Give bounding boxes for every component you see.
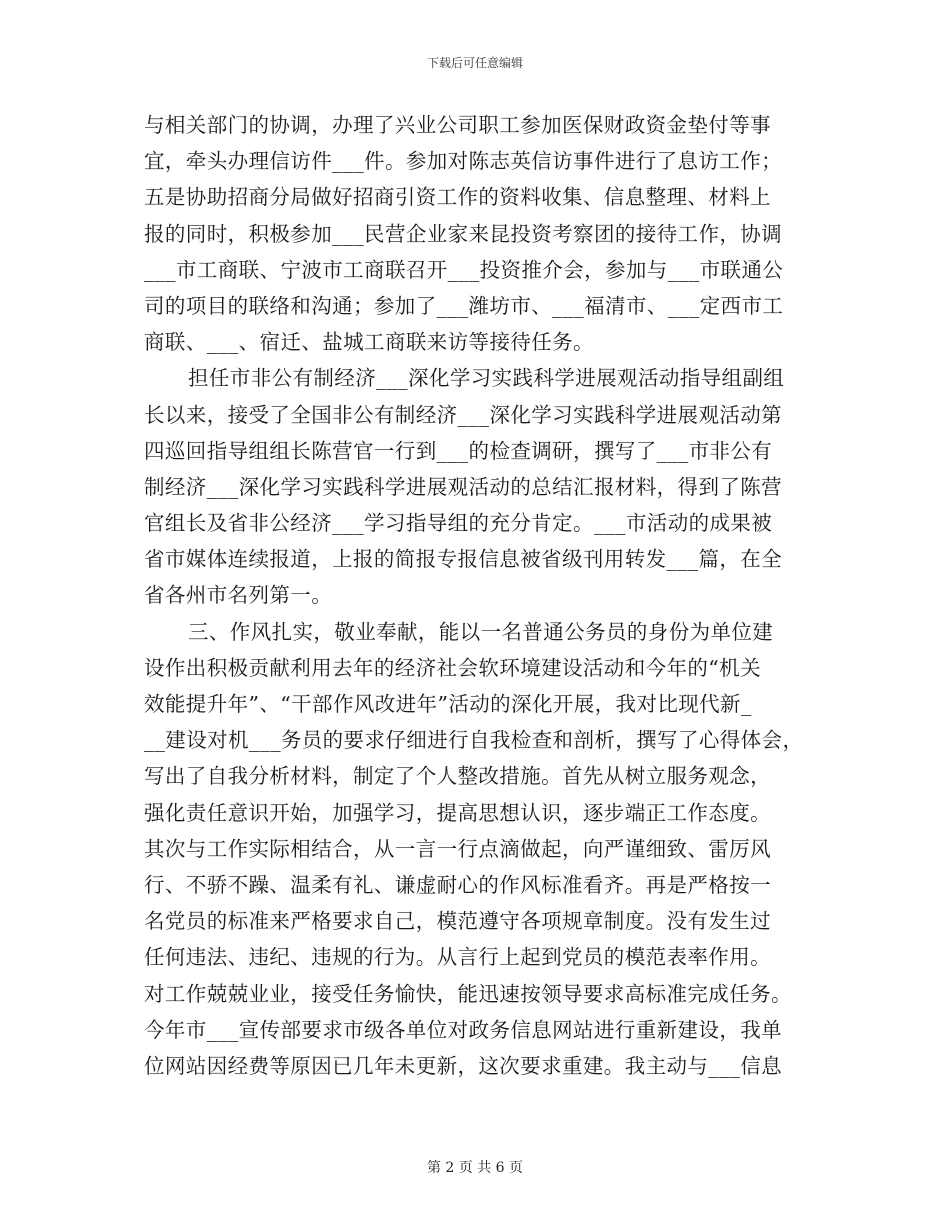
text-line: 商联、___、宿迁、盐城工商联来访等接待任务。	[144, 330, 594, 355]
text-line: 四巡回指导组组长陈营官一行到___的检查调研，撰写了___市非公有	[144, 438, 773, 463]
text-line: 行、不骄不躁、温柔有礼、谦虚耐心的作风标准看齐。再是严格按一	[144, 872, 771, 897]
text-line: 效能提升年”、“干部作风改进年”活动的深化开展，我对比现代新_	[144, 692, 752, 716]
text-line: 对工作兢兢业业，接受任务愉快，能迅速按领导要求高标准完成任务。	[144, 981, 792, 1006]
text-line: 省各州市名列第一。	[144, 583, 333, 608]
text-line: 任何违法、违纪、违规的行为。从言行上起到党员的模范表率作用。	[144, 945, 771, 970]
text-line: 其次与工作实际相结合，从一言一行点滴做起，向严谨细致、雷厉风	[144, 836, 771, 861]
text-line: 宜，牵头办理信访件___件。参加对陈志英信访事件进行了息访工作；	[144, 149, 783, 174]
text-line: 设作出积极贡献利用去年的经济社会软环境建设活动和今年的“机关	[144, 655, 761, 680]
text-line: __建设对机___务员的要求仔细进行自我检查和剖析，撰写了心得体会，	[144, 728, 804, 753]
text-line: 位网站因经费等原因已几年未更新，这次要求重建。我主动与___信息	[144, 1053, 783, 1078]
document-body	[144, 107, 824, 1084]
text-line: 今年市___宣传部要求市级各单位对政务信息网站进行重新建设，我单	[144, 1017, 783, 1042]
text-line: 强化责任意识开始，加强学习，提高思想认识，逐步端正工作态度。	[144, 800, 771, 825]
page-header-note: 下载后可任意编辑	[426, 56, 523, 70]
text-line: 五是协助招商分局做好招商引资工作的资料收集、信息整理、材料上	[144, 185, 771, 210]
text-line: ___市工商联、宁波市工商联召开___投资推介会，参加与___市联通公	[144, 257, 784, 282]
paragraph-first-line: 三、作风扎实，敬业奉献，能以一名普通公务员的身份为单位建	[188, 619, 774, 644]
text-line: 官组长及省非公经济___学习指导组的充分肯定。___市活动的成果被	[144, 511, 773, 536]
text-line: 写出了自我分析材料，制定了个人整改措施。首先从树立服务观念，	[144, 764, 771, 789]
text-line: 与相关部门的协调，办理了兴业公司职工参加医保财政资金垫付等事	[144, 113, 771, 137]
text-line: 长以来，接受了全国非公有制经济___深化学习实践科学进展观活动第	[144, 402, 783, 427]
paragraph-first-line: 担任市非公有制经济___深化学习实践科学进展观活动指导组副组	[188, 366, 785, 391]
text-line: 报的同时，积极参加___民营企业家来昆投资考察团的接待工作，协调	[144, 221, 783, 246]
text-line: 省市媒体连续报道，上报的简报专报信息被省级刊用转发___篇，在全	[144, 547, 783, 572]
text-line: 司的项目的联络和沟通；参加了___潍坊市、___福清市、___定西市工	[144, 293, 784, 318]
text-line: 制经济___深化学习实践科学进展观活动的总结汇报材料，得到了陈营	[144, 474, 783, 499]
text-line: 名党员的标准来严格要求自己，模范遵守各项规章制度。没有发生过	[144, 909, 771, 934]
page-number-footer: 第 2 页 共 6 页	[426, 1160, 524, 1176]
